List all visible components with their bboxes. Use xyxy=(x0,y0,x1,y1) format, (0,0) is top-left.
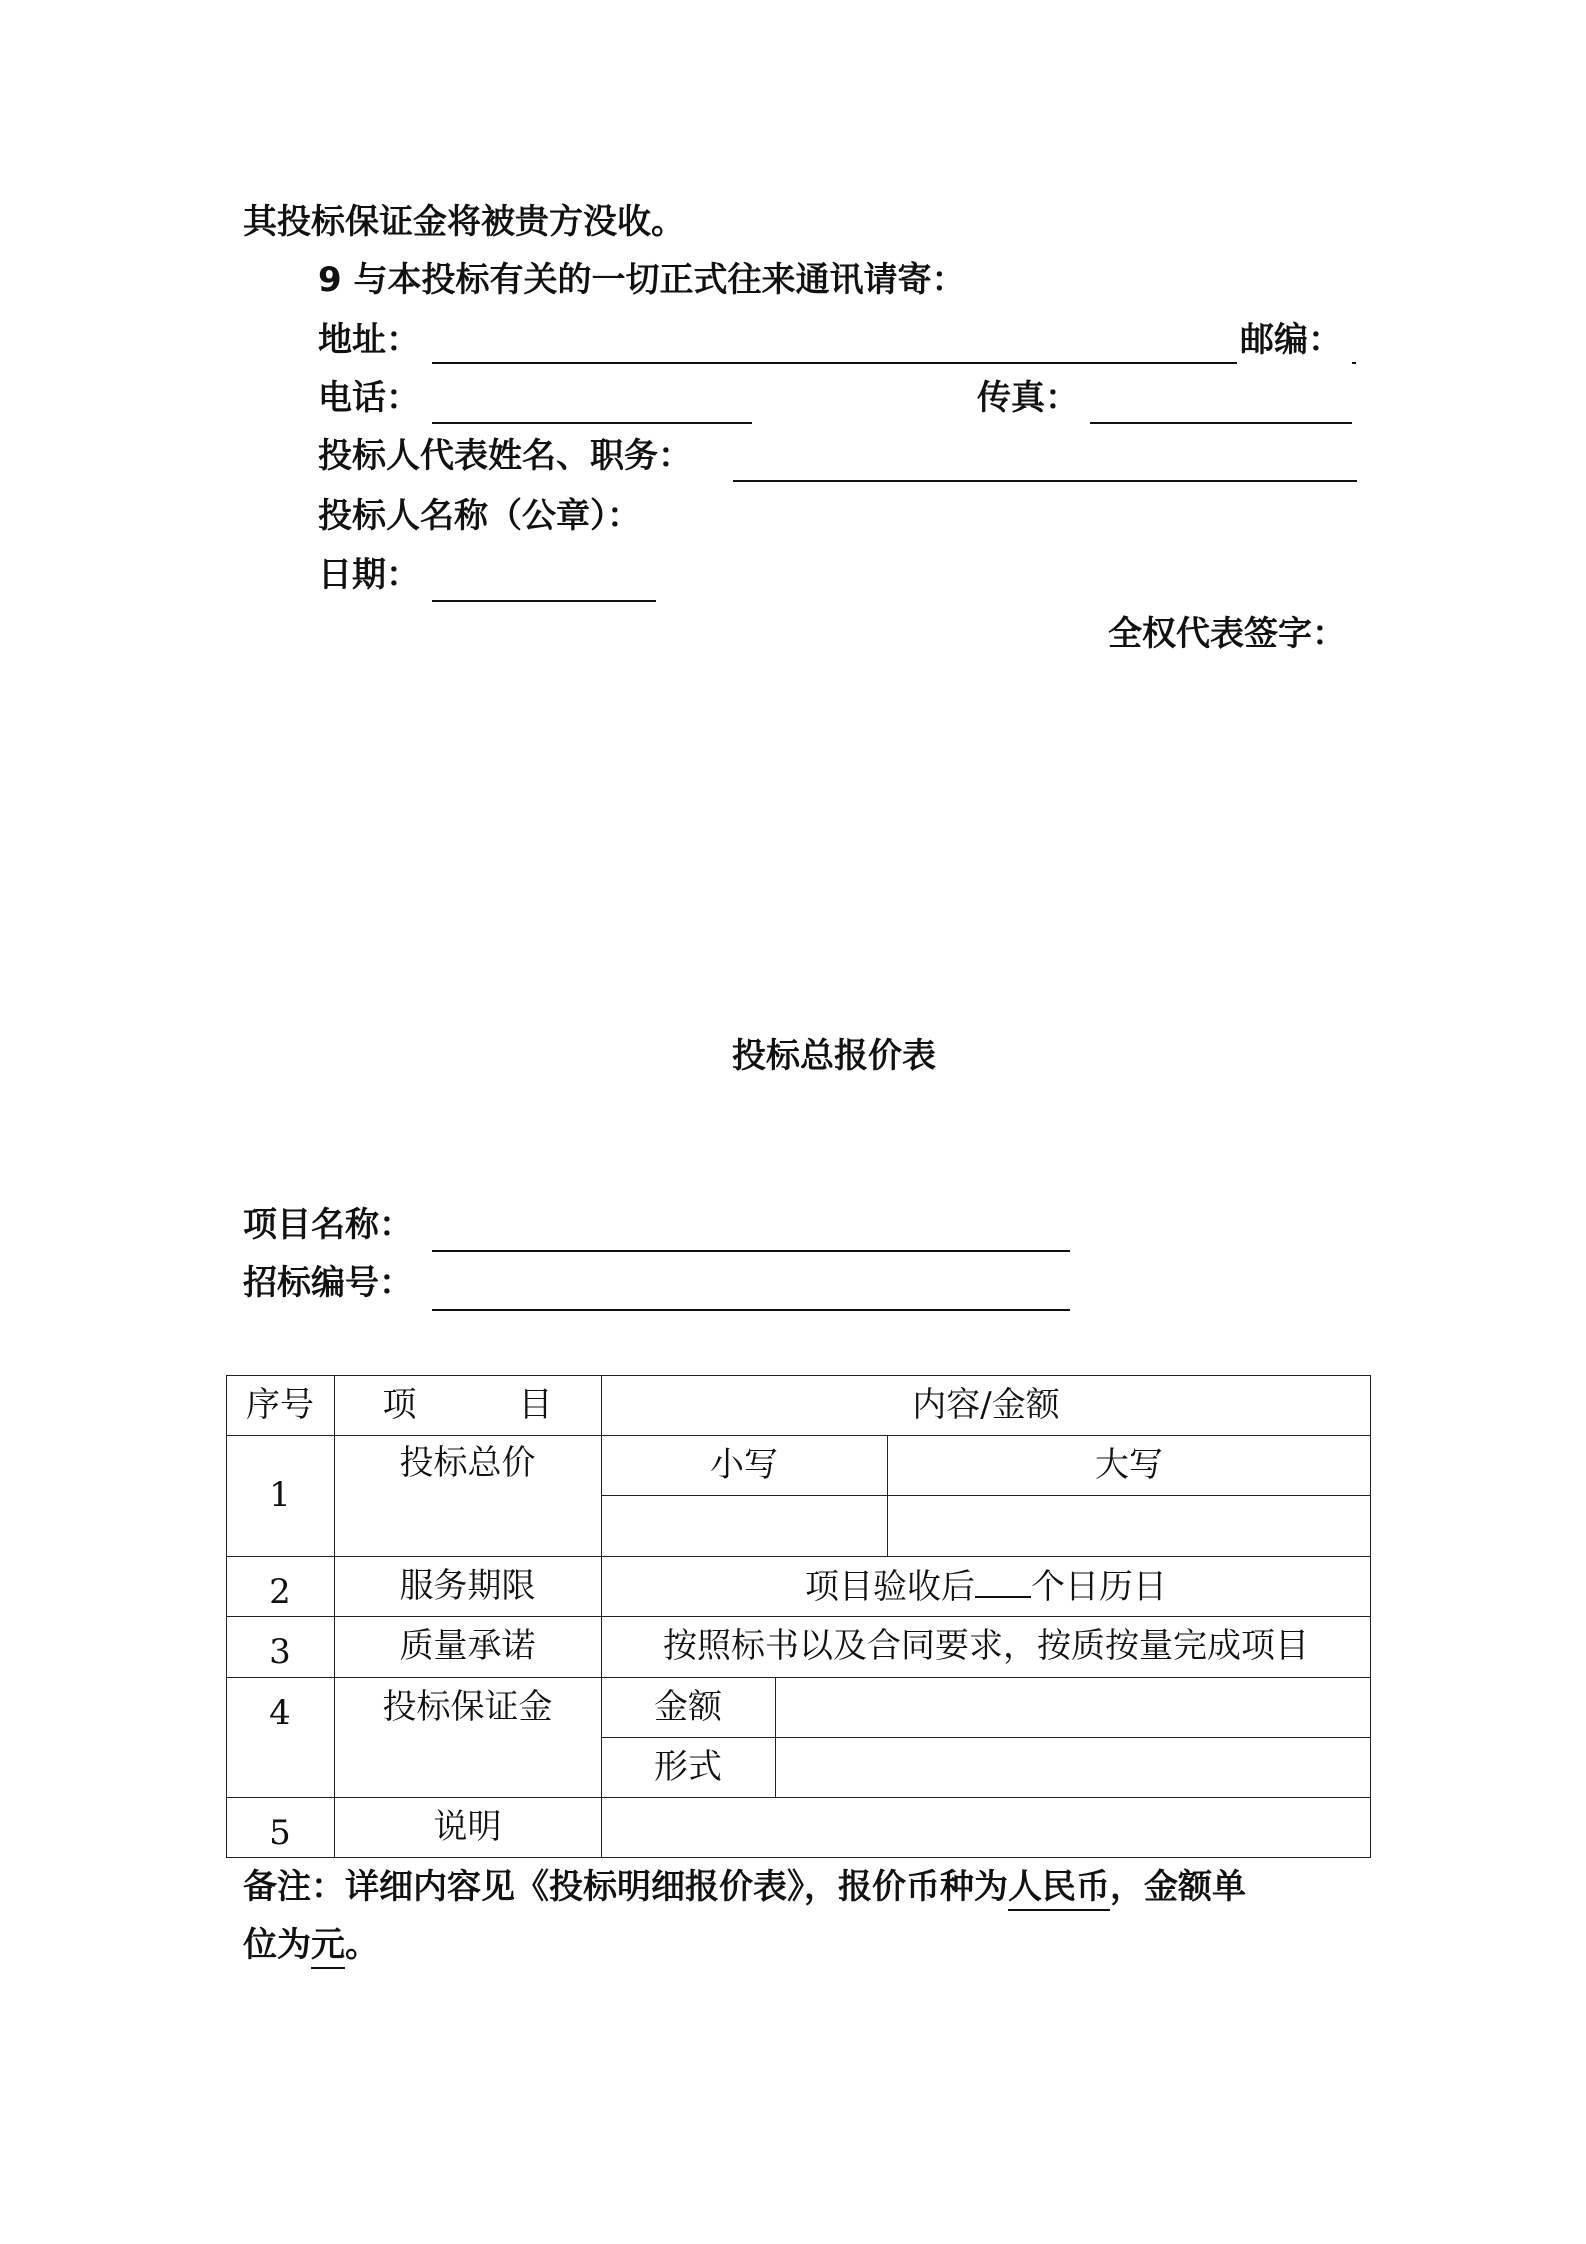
table-border xyxy=(226,1375,1371,1376)
letter-line-2: 9 与本投标有关的一切正式往来通讯请寄： xyxy=(318,260,966,300)
service-days-field[interactable] xyxy=(975,1566,1031,1598)
fax-label: 传真： xyxy=(977,378,1079,418)
row-5-content[interactable] xyxy=(602,1798,1370,1856)
row-1-lowercase-value[interactable] xyxy=(602,1496,886,1555)
note-text-4: 。 xyxy=(345,1925,379,1965)
signature-label: 全权代表签字： xyxy=(1108,614,1346,654)
fax-field[interactable] xyxy=(1090,422,1352,424)
address-field[interactable] xyxy=(432,362,1237,364)
row-1-uppercase-value[interactable] xyxy=(888,1496,1370,1555)
header-content: 内容/金额 xyxy=(912,1385,1060,1425)
row-3-item: 质量承诺 xyxy=(399,1626,536,1666)
bid-number-field[interactable] xyxy=(432,1309,1070,1311)
rep-field[interactable] xyxy=(733,480,1357,482)
note-text-3: 位为 xyxy=(243,1925,311,1965)
table-rule xyxy=(226,1556,1371,1557)
row-4-form-value[interactable] xyxy=(776,1738,1370,1796)
note-line-1 xyxy=(243,1865,1246,1909)
bidder-name-label: 投标人名称（公章）： xyxy=(318,496,641,536)
table-rule xyxy=(226,1616,1371,1617)
phone-label: 电话： xyxy=(318,378,420,418)
row-4-amount-label: 金额 xyxy=(654,1687,722,1727)
row-4-form-label: 形式 xyxy=(654,1747,722,1787)
row-2-item: 服务期限 xyxy=(399,1566,536,1606)
quote-table xyxy=(226,1375,1371,1858)
row-4-no: 4 xyxy=(269,1693,291,1733)
rep-label: 投标人代表姓名、职务： xyxy=(318,436,692,476)
note-text-1: 备注：详细内容见《投标明细报价表》，报价币种为 xyxy=(243,1867,1008,1907)
row-2-content-post: 个日历日 xyxy=(1031,1567,1167,1607)
note-line-2 xyxy=(243,1923,379,1967)
date-label: 日期： xyxy=(318,555,420,595)
row-5-no: 5 xyxy=(269,1813,291,1853)
quote-title: 投标总报价表 xyxy=(732,1036,936,1076)
row-2-content xyxy=(601,1566,1371,1607)
note-text-2: ，金额单 xyxy=(1110,1867,1246,1907)
row-3-no: 3 xyxy=(269,1632,291,1672)
note-unit: 元 xyxy=(311,1925,345,1969)
header-no: 序号 xyxy=(246,1385,314,1425)
phone-field[interactable] xyxy=(432,422,752,424)
row-4-item: 投标保证金 xyxy=(382,1687,553,1727)
row-2-content-pre: 项目验收后 xyxy=(805,1567,975,1607)
bid-number-label: 招标编号： xyxy=(243,1263,413,1303)
row-1-no: 1 xyxy=(269,1475,291,1515)
address-label: 地址： xyxy=(318,320,420,360)
project-name-label: 项目名称： xyxy=(243,1205,413,1245)
row-4-amount-value[interactable] xyxy=(776,1678,1370,1736)
project-name-field[interactable] xyxy=(432,1250,1070,1252)
table-rule xyxy=(226,1435,1371,1436)
table-border xyxy=(226,1375,227,1858)
letter-line-1: 其投标保证金将被贵方没收。 xyxy=(243,202,685,242)
row-1-uppercase-label: 大写 xyxy=(1095,1445,1163,1485)
table-border xyxy=(226,1857,1371,1858)
row-2-no: 2 xyxy=(269,1572,291,1612)
row-3-content: 按照标书以及合同要求，按质按量完成项目 xyxy=(663,1626,1309,1666)
note-currency: 人民币 xyxy=(1008,1867,1110,1911)
postcode-field[interactable] xyxy=(1352,362,1356,364)
header-item: 项 目 xyxy=(382,1385,553,1425)
date-field[interactable] xyxy=(432,600,656,602)
postcode-label: 邮编： xyxy=(1240,320,1342,360)
row-1-lowercase-label: 小写 xyxy=(710,1445,778,1485)
row-5-item: 说明 xyxy=(433,1807,502,1847)
row-1-item: 投标总价 xyxy=(399,1443,536,1483)
